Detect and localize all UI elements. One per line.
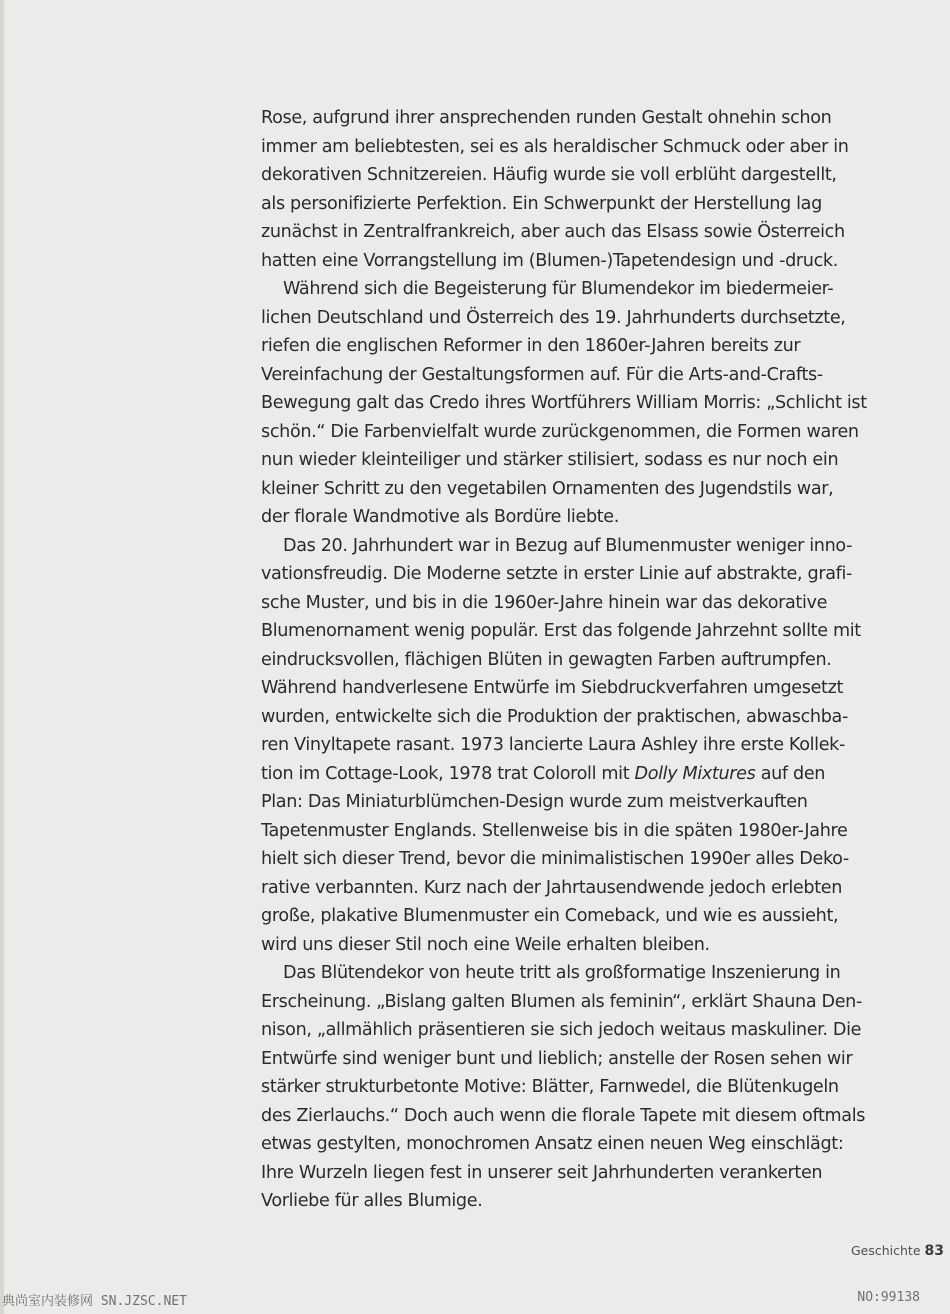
text-line: Das 20. Jahrhundert war in Bezug auf Blumenmuster weniger inno- <box>283 535 853 556</box>
text-line: lichen Deutschland und Österreich des 19. Jahrhunderts durchsetzte, <box>261 307 846 328</box>
text-line: große, plakative Blumenmuster ein Comeback, und wie es aussieht, <box>261 906 839 926</box>
text-line: nison, „allmählich präsentieren sie sich jedoch weitaus maskuliner. Die <box>261 1020 862 1040</box>
text-line: nun wieder kleinteiliger und stärker stilisiert, sodass es nur noch ein <box>261 450 839 470</box>
text-line: sche Muster, und bis in die 1960er-Jahre hinein war das dekorative <box>261 592 828 613</box>
text-line: Das Blütendekor von heute tritt als großformatige Inszenierung in <box>283 963 841 983</box>
text-line: Während sich die Begeisterung für Blumendekor im biedermeier- <box>283 279 834 299</box>
text-line: zunächst in Zentralfrankreich, aber auch das Elsass sowie Österreich <box>261 222 845 242</box>
text-line-with-title <box>261 760 921 789</box>
text-line: Blumenornament wenig populär. Erst das folgende Jahrzehnt sollte mit <box>261 621 861 641</box>
text-run: auf den <box>755 763 826 784</box>
text-line: der florale Wandmotive als Bordüre liebte. <box>261 507 620 527</box>
text-line: wurden, entwickelte sich die Produktion der praktischen, abwaschba- <box>261 706 848 727</box>
paragraph-3 <box>261 532 921 960</box>
text-line: Plan: Das Miniaturblümchen-Design wurde zum meistverkauften <box>261 792 808 812</box>
page-edge <box>0 0 4 1314</box>
text-line: wird uns dieser Stil noch eine Weile erhalten bleiben. <box>261 934 710 955</box>
text-line: Entwürfe sind weniger bunt und lieblich; anstelle der Rosen sehen wir <box>261 1048 853 1069</box>
text-line: Vereinfachung der Gestaltungsformen auf. Für die Arts-and-Crafts- <box>261 364 823 385</box>
text-line: ren Vinyltapete rasant. 1973 lancierte Laura Ashley ihre erste Kollek- <box>261 735 846 755</box>
text-line: Während handverlesene Entwürfe im Siebdruckverfahren umgesetzt <box>261 678 844 698</box>
text-line: Ihre Wurzeln liegen fest in unserer seit Jahrhunderten verankerten <box>261 1162 823 1183</box>
text-line: Rose, aufgrund ihrer ansprechenden runden Gestalt ohnehin schon <box>261 108 832 128</box>
paragraph-1 <box>261 104 921 275</box>
text-line: als personifizierte Perfektion. Ein Schwerpunkt der Herstellung lag <box>261 193 822 214</box>
text-line: hatten eine Vorrangstellung im (Blumen-)Tapetendesign und -druck. <box>261 250 839 271</box>
wallpaper-title: Dolly Mixtures <box>634 763 756 784</box>
watermark-right: NO:99138 <box>857 1290 920 1305</box>
text-line: kleiner Schritt zu den vegetabilen Ornamenten des Jugendstils war, <box>261 478 834 499</box>
text-line: Bewegung galt das Credo ihres Wortführers William Morris: „Schlicht ist <box>261 393 867 413</box>
text-line: schön.“ Die Farbenvielfalt wurde zurückgenommen, die Formen waren <box>261 421 859 442</box>
text-line: dekorativen Schnitzereien. Häufig wurde sie voll erblüht dargestellt, <box>261 165 837 185</box>
text-line: des Zierlauchs.“ Doch auch wenn die florale Tapete mit diesem oftmals <box>261 1105 866 1126</box>
watermark-left: 典尚室内装修网 SN.JZSC.NET <box>2 1294 187 1309</box>
text-line: stärker strukturbetonte Motive: Blätter, Farnwedel, die Blütenkugeln <box>261 1077 839 1097</box>
text-line: riefen die englischen Reformer in den 1860er-Jahren bereits zur <box>261 336 801 356</box>
article-body <box>261 104 921 1216</box>
text-line: rative verbannten. Kurz nach der Jahrtausendwende jedoch erlebten <box>261 877 843 898</box>
text-line: immer am beliebtesten, sei es als heraldischer Schmuck oder aber in <box>261 136 849 157</box>
page-footer <box>851 1243 944 1259</box>
text-line: hielt sich dieser Trend, bevor die minimalistischen 1990er alles Deko- <box>261 849 849 869</box>
text-line: Vorliebe für alles Blumige. <box>261 1191 483 1211</box>
paragraph-4 <box>261 959 921 1216</box>
text-line: eindrucksvollen, flächigen Blüten in gewagten Farben auftrumpfen. <box>261 649 832 670</box>
text-line: Erscheinung. „Bislang galten Blumen als feminin“, erklärt Shauna Den- <box>261 991 862 1012</box>
text-line: Tapetenmuster Englands. Stellenweise bis in die späten 1980er-Jahre <box>261 820 848 841</box>
text-run: tion im Cottage-Look, 1978 trat Coloroll mit <box>261 763 635 784</box>
text-line: etwas gestylten, monochromen Ansatz einen neuen Weg einschlägt: <box>261 1134 844 1154</box>
paragraph-2 <box>261 275 921 532</box>
section-label: Geschichte <box>850 1243 921 1258</box>
page-number: 83 <box>924 1243 944 1259</box>
text-line: vationsfreudig. Die Moderne setzte in erster Linie auf abstrakte, grafi- <box>261 564 853 584</box>
